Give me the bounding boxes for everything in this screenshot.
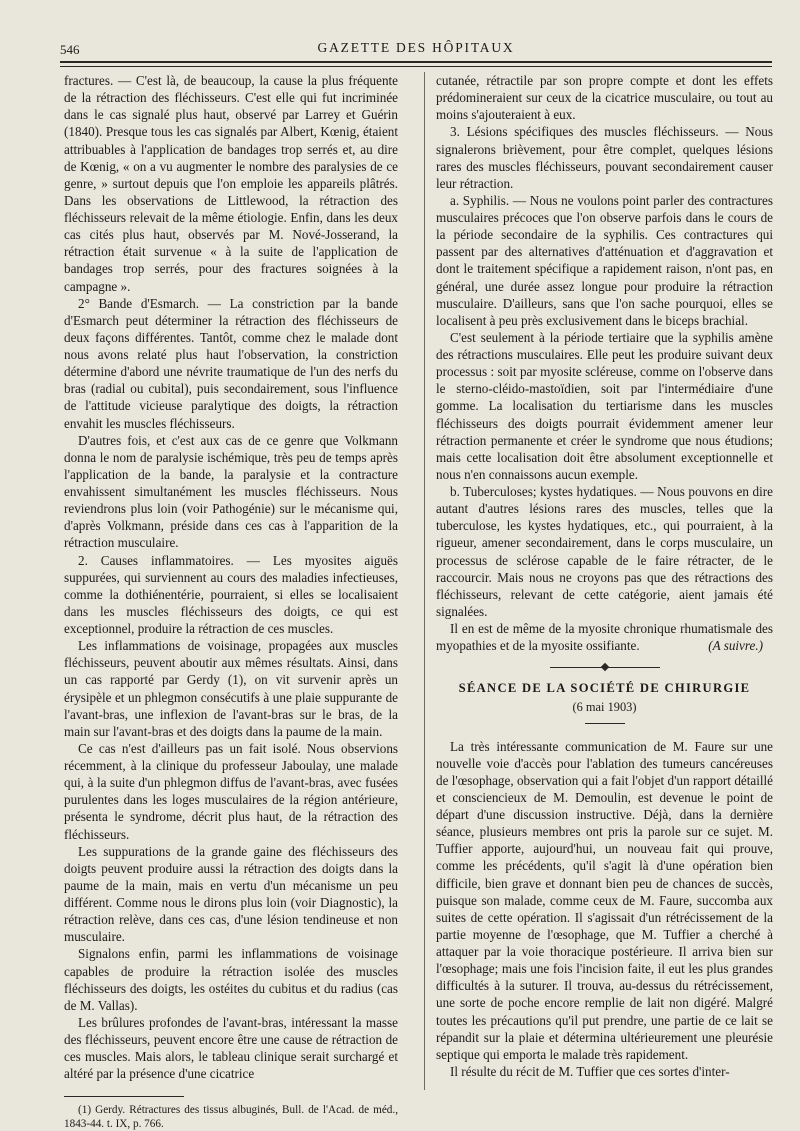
page-number: 546 <box>60 42 80 57</box>
ornamental-separator <box>550 664 660 670</box>
right-column <box>436 72 773 1080</box>
to-be-continued: (A suivre.) <box>708 638 763 654</box>
paragraph: fractures. — C'est là, de beaucoup, la cause la plus fréquente de la rétraction des fléchisseurs. C'est elle qui fut incriminée dans le cas signalé plus haut, observé par Larrey et Guérin (1840). Presque tous les cas signalés par Albert, Kœnig, étaient attribuables à l'application de bandages trop serrés et, au dire de Kœnig, « on a vu augmenter le nombre des paralysies de ce genre, » surtout depuis que l'on emploie les appareils plâtrés. Dans les observations de Littlewood, la rétraction des fléchisseurs relevait de la même étiologie. Enfin, dans les deux cas cités plus haut, observés par M. Nové-Josserand, la rétraction était survenue « à la suite de l'application de bandages trop serrés, pour des fractures soignées à la campagne ». <box>64 73 398 294</box>
page-header <box>60 36 772 60</box>
section-rule <box>585 723 625 724</box>
header-rule-thin <box>60 66 772 67</box>
left-column <box>64 72 398 1131</box>
running-title: GAZETTE DES HÔPITAUX <box>317 40 515 55</box>
paragraph: a. Syphilis. — Nous ne voulons point parler des contractures musculaires précoces que l'on observe parfois dans le cours de la période secondaire de la syphilis. Ces contractures qui passent par des alternatives d'atténuation et d'aggravation et dont le traitement spécifique a rapidement raison, n'ont pas, en général, une durée assez longue pour produire la rétraction musculaire. D'ailleurs, sans que l'on sache pourquoi, elles se localisent à peu près exclusivement dans le biceps brachial. <box>436 192 773 328</box>
paragraph-text: Il en est de même de la myosite chronique rhumatismale des myopathies et de la myosite ossifiante. <box>436 621 773 654</box>
paragraph: C'est seulement à la période tertiaire que la syphilis amène des rétractions musculaires. Elle peut les produire suivant deux processus : soit par myosite scléreuse, comme on l'observe dans le sterno-cléido-mastoïdien, soit par l'intermédiaire d'une gomme. La localisation du tertiarisme dans les muscles fléchisseurs des doigts pourrait évidemment amener leur rétraction permanente et créer le syndrome que nous étudions; mais cette localisation doit être absolument exceptionnelle et nous n'en connaissons aucun exemple. <box>436 329 773 482</box>
footnote: (1) Gerdy. Rétractures des tissus albuginés, Bull. de l'Acad. de méd., 1843-44. t. IX, p. 766. <box>64 1104 398 1131</box>
paragraph: b. Tuberculoses; kystes hydatiques. — Nous pouvons en dire autant d'autres lésions rares des muscles, telles que la tuberculose, les kystes hydatiques, etc., qui pourraient, à la rigueur, amener secondairement, dans le corps musculaire, un processus de sclérose capable de le faire rétracter, de le raccourcir. Mais nous ne croyons pas que des rétractions des fléchisseurs, relevant de cette catégorie, aient jamais été signalées. <box>436 484 773 619</box>
paragraph: Les suppurations de la grande gaine des fléchisseurs des doigts peuvent produire aussi la rétraction des doigts dans la paume de la main, mais en vertu d'un mécanisme un peu différent. Comme nous le dirons plus loin (voir Diagnostic), la rétraction relève, dans ces cas, d'une lésion tendineuse et non musculaire. <box>64 843 398 945</box>
separator-diamond <box>600 663 608 671</box>
paragraph: 2° Bande d'Esmarch. — La constriction par la bande d'Esmarch peut déterminer la rétraction des fléchisseurs de deux façons différentes. Tantôt, comme chez le malade dont nous avons relaté plus haut l'observation, la constriction détermine d'abord une névrite traumatique de l'un des nerfs du bras (radial ou cubital), puis secondairement, sous l'influence de l'attitude vicieuse paralytique des doigts, la rétraction envahit les muscles fléchisseurs. <box>64 295 398 431</box>
paragraph: Signalons enfin, parmi les inflammations de voisinage capables de produire la rétraction isolée des muscles fléchisseurs des doigts, les ostéites du cubitus et du radius (cas de M. Vallas). <box>64 946 398 1013</box>
paragraph: Les inflammations de voisinage, propagées aux muscles fléchisseurs, peuvent aboutir aux mêmes résultats. Ainsi, dans un cas rapporté par Gerdy (1), on vit survenir après un érysipèle et un phlegmon consécutifs à une plaie suppurante de l'avant-bras, une inflexion de l'avant-bras sur le bras, de la main sur l'avant-bras et des doigts dans la paume de la main. <box>64 638 398 739</box>
paragraph: D'autres fois, et c'est aux cas de ce genre que Volkmann donna le nom de paralysie ischémique, très peu de temps après l'application de la bande, la paralysie et la contracture envahissent simultanément les muscles fléchisseurs. Nous reviendrons plus loin (voir Pathogénie) sur le mécanisme qui, d'après Volkmann, préside dans ces cas à l'apparition de la rétraction musculaire. <box>64 432 398 551</box>
paragraph: Il résulte du récit de M. Tuffier que ces sortes d'inter- <box>450 1063 730 1079</box>
section-date: (6 mai 1903) <box>572 700 637 715</box>
paragraph: La très intéressante communication de M. Faure sur une nouvelle voie d'accès pour l'ablation des tumeurs cancéreuses de l'œsophage, observation qui a fait l'objet d'un rapport détaillé et consciencieux de M. Demoulin, est devenue le point de départ d'une discussion instructive. Déjà, dans la dernière séance, plusieurs membres ont pris la parole sur ce sujet. M. Tuffier apporte, aujourd'hui, un nouveau fait qui prouve, comme les précédents, qu'il s'agit là d'une opération bien difficile, bien grave et donnant bien peu de chances de succès, puisque son malade, comme ceux de M. Faure, succomba aux suites de cette opération. Il s'agissait d'un rétrécissement de la partie moyenne de l'œsophage, que M. Tuffier a cherché à attaquer par la voie thoracique postérieure. Il arriva bien sur l'œsophage; mais une fois l'incision faite, il eut les plus grandes difficultés à la suturer. Il trouva, au-dessus du rétrécissement, une sorte de poche encore remplie de lait non digéré. Malgré toutes les précautions qu'il put prendre, une partie de ce lait se répandit sur la plaie et détermina ultérieurement une pleurésie septique qui emporta le malade très rapidement. <box>436 738 773 1062</box>
paragraph: Ce cas n'est d'ailleurs pas un fait isolé. Nous observions récemment, à la clinique du professeur Jaboulay, une malade qui, à la suite d'un phlegmon diffus de l'avant-bras, avec fusées purulentes dans les loges musculaires de la région antérieure, présenta le syndrome, décrit plus haut, de la rétraction des fléchisseurs. <box>64 740 398 842</box>
paragraph: Les brûlures profondes de l'avant-bras, intéressant la masse des fléchisseurs, peuvent encore être une cause de rétraction de ces muscles. Mais alors, le tableau clinique serait surchargé et altéré par la présence d'une cicatrice <box>64 1014 398 1082</box>
section-title: SÉANCE DE LA SOCIÉTÉ DE CHIRURGIE <box>458 681 751 696</box>
footnote-rule <box>64 1096 184 1097</box>
paragraph: 2. Causes inflammatoires. — Les myosites aiguës suppurées, qui surviennent au cours des maladies infectieuses, comme la dothiénentérie, pourraient, si elles se localisaient dans les muscles fléchisseurs des doigts, ce qui est exceptionnel, produire la rétraction de ces muscles. <box>64 552 398 636</box>
header-rule <box>60 61 772 63</box>
paragraph <box>436 620 773 654</box>
paragraph: 3. Lésions spécifiques des muscles fléchisseurs. — Nous signalerons brièvement, pour être complet, quelques lésions rares des muscles fléchisseurs, pouvant secondairement causer leur rétraction. <box>436 124 773 191</box>
column-divider <box>424 72 425 1090</box>
paragraph: cutanée, rétractile par son propre compte et dont les effets prédomineraient sur ceux de la cicatrice musculaire, ou tout au moins s'ajouteraient à eux. <box>436 73 773 123</box>
